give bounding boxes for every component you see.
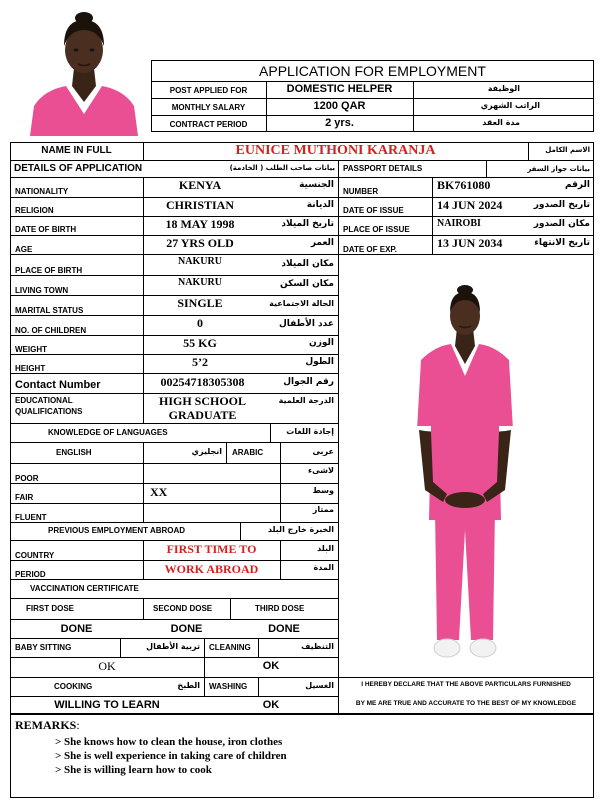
weight-value: 55 KG	[183, 336, 217, 350]
details-label-ar: بيانات صاحب الطلب ( الخادمة)	[229, 164, 335, 172]
education-value: HIGH SCHOOL GRADUATE	[158, 394, 247, 422]
employment-title: PREVIOUS EMPLOYMENT ABROAD	[48, 526, 186, 535]
dob-value: 18 MAY 1998	[165, 217, 235, 231]
marital-label: MARITAL STATUS	[15, 306, 84, 315]
living-town-value: NAKURU	[178, 277, 222, 288]
contract-value: 2 yrs.	[325, 117, 354, 129]
col-line	[230, 598, 231, 619]
arabic-label: ARABIC	[232, 448, 264, 457]
salary-value: 1200 QAR	[313, 100, 366, 112]
name-value: EUNICE MUTHONI KARANJA	[235, 143, 436, 158]
first-dose-value: DONE	[60, 623, 93, 635]
height-label: HEIGHT	[15, 364, 46, 373]
issue-place-label-ar: مكان الصدور	[533, 219, 590, 229]
fair-label-ar: وسط	[312, 486, 334, 495]
row-line	[10, 522, 338, 523]
header-divider	[151, 81, 594, 82]
living-town-label: LIVING TOWN	[15, 286, 69, 295]
baby-sitting-label: BABY SITTING	[15, 643, 72, 652]
english-label-ar: انجليزي	[191, 447, 222, 456]
english-label: ENGLISH	[56, 448, 92, 457]
remarks-title: REMARKS	[15, 718, 77, 732]
row-line	[10, 177, 594, 178]
third-dose-value: DONE	[268, 623, 300, 635]
col-line	[120, 638, 121, 657]
row-line	[10, 483, 338, 484]
row-line	[10, 275, 338, 276]
languages-title-ar: إجادة اللغات	[286, 427, 334, 436]
row-line	[10, 254, 594, 255]
row-line	[10, 503, 338, 504]
row-line	[10, 442, 338, 443]
row-line	[10, 677, 594, 678]
col-line	[270, 423, 271, 442]
col-line	[143, 442, 144, 522]
height-value: 5’2	[192, 355, 208, 369]
contract-label: CONTRACT PERIOD	[169, 120, 248, 129]
vaccination-title: VACCINATION CERTIFICATE	[30, 584, 139, 593]
col-line	[338, 254, 339, 714]
salary-label: MONTHLY SALARY	[171, 103, 246, 112]
dob-label: DATE OF BIRTH	[15, 225, 77, 234]
country-label: COUNTRY	[15, 551, 55, 560]
row-line	[338, 216, 594, 217]
cleaning-label-ar: التنظيف	[301, 642, 334, 651]
col-line	[280, 540, 281, 579]
height-label-ar: الطول	[305, 357, 334, 367]
arabic-label-ar: عربى	[312, 447, 334, 456]
post-label: POST APPLIED FOR	[169, 86, 248, 95]
post-value: DOMESTIC HELPER	[286, 83, 393, 95]
age-label: AGE	[15, 245, 33, 254]
fluent-label: FLUENT	[15, 513, 47, 522]
row-line	[10, 423, 338, 424]
remark-item: > She knows how to clean the house, iron clothes	[55, 736, 283, 748]
nationality-label-ar: الجنسية	[299, 180, 334, 190]
col-line	[143, 598, 144, 619]
declaration-line-2: BY ME ARE TRUE AND ACCURATE TO THE BEST OF MY KNOWLEDGE	[355, 700, 577, 707]
marital-value: SINGLE	[177, 296, 223, 310]
pob-value: NAKURU	[178, 256, 222, 267]
row-line	[10, 560, 338, 561]
washing-label-ar: الغسيل	[305, 681, 334, 690]
declaration-line-1: I HEREBY DECLARE THAT THE ABOVE PARTICULARS FURNISHED	[361, 681, 571, 688]
salary-label-ar: الراتب الشهري	[480, 101, 540, 110]
period-label-ar: المدة	[313, 563, 334, 572]
row-line	[10, 579, 338, 580]
fair-english-value: XX	[150, 485, 168, 499]
remarks-heading	[15, 718, 80, 733]
employment-title-ar: الخبرة خارج البلد	[267, 525, 334, 534]
pob-label: PLACE OF BIRTH	[15, 266, 83, 275]
cooking-label: COOKING	[54, 682, 93, 691]
children-label: NO. OF CHILDREN	[15, 326, 87, 335]
issue-date-value: 14 JUN 2024	[437, 198, 503, 212]
contact-label: Contact Number	[15, 379, 101, 391]
issue-date-label-ar: تاريخ الصدور	[533, 200, 590, 210]
header-divider	[151, 115, 594, 116]
nationality-label: NATIONALITY	[15, 187, 69, 196]
col-line	[258, 638, 259, 657]
contract-label-ar: مدة العقد	[482, 118, 520, 127]
row-line	[10, 463, 338, 464]
children-value: 0	[197, 316, 203, 330]
languages-title: KNOWLEDGE OF LANGUAGES	[48, 428, 168, 437]
expiry-label: DATE OF EXP.	[343, 245, 397, 254]
issue-date-label: DATE OF ISSUE	[343, 206, 404, 215]
baby-sitting-label-ar: تربية الأطفال	[146, 642, 200, 651]
living-town-label-ar: مكان السكن	[280, 279, 334, 289]
age-value: 27 YRS OLD	[166, 236, 234, 250]
remark-item: > She is well experience in taking care of children	[55, 750, 287, 762]
contact-label-ar: رقم الجوال	[283, 377, 334, 387]
country-label-ar: البلد	[317, 544, 334, 553]
row-line	[10, 619, 338, 620]
third-dose-label: THIRD DOSE	[255, 604, 305, 613]
col-line	[143, 177, 144, 423]
religion-label-ar: الديانة	[306, 200, 334, 210]
row-line	[10, 373, 338, 374]
religion-label: RELIGION	[15, 206, 54, 215]
passport-label: PASSPORT DETAILS	[343, 164, 423, 173]
cooking-value: WILLING TO LEARN	[54, 699, 160, 711]
header-divider	[413, 81, 414, 132]
applicant-headshot	[24, 6, 144, 136]
row-line	[10, 160, 594, 161]
col-line	[486, 160, 487, 177]
col-line	[528, 142, 529, 160]
marital-label-ar: الحالة الاجتماعية	[269, 299, 334, 308]
cleaning-value: OK	[262, 660, 280, 672]
nationality-value: KENYA	[178, 178, 222, 192]
col-line	[258, 677, 259, 696]
passport-number-label-ar: الرقم	[564, 180, 590, 190]
remarks-colon: :	[76, 718, 80, 732]
name-label-ar: الاسم الكامل	[545, 146, 590, 154]
page-title: APPLICATION FOR EMPLOYMENT	[259, 63, 486, 79]
washing-label: WASHING	[209, 682, 248, 691]
col-line	[280, 442, 281, 522]
col-line	[240, 522, 241, 540]
expiry-label-ar: تاريخ الانتهاء	[534, 238, 590, 248]
col-line	[226, 442, 227, 463]
religion-value: CHRISTIAN	[165, 198, 234, 212]
baby-sitting-value: OK	[98, 659, 116, 673]
poor-label: POOR	[15, 474, 39, 483]
dob-label-ar: تاريخ الميلاد	[281, 219, 334, 229]
row-line	[10, 657, 338, 658]
passport-number-label: NUMBER	[343, 187, 379, 196]
cooking-label-ar: الطبخ	[177, 681, 200, 690]
fair-label: FAIR	[15, 493, 34, 502]
passport-number-value: BK761080	[437, 178, 491, 192]
header-divider	[151, 98, 594, 99]
period-value: WORK ABROAD	[164, 562, 259, 576]
details-label: DETAILS OF APPLICATION	[14, 163, 143, 174]
cleaning-label: CLEANING	[209, 643, 251, 652]
applicant-full-photo	[395, 280, 535, 670]
post-label-ar: الوظيفة	[487, 84, 520, 93]
issue-place-label: PLACE OF ISSUE	[343, 225, 410, 234]
washing-value: OK	[262, 699, 280, 711]
passport-label-ar: بيانات جواز السفر	[527, 165, 590, 173]
poor-label-ar: لاشىء	[307, 466, 334, 475]
remark-item: > She is willing learn how to cook	[55, 764, 212, 776]
row-line	[10, 540, 338, 541]
first-dose-label: FIRST DOSE	[26, 604, 75, 613]
row-line	[10, 638, 338, 639]
children-label-ar: عدد الأطفال	[278, 319, 334, 329]
second-dose-value: DONE	[170, 623, 203, 635]
weight-label: WEIGHT	[15, 345, 47, 354]
education-label-ar: الدرجة العلمية	[278, 396, 334, 405]
pob-label-ar: مكان الميلاد	[281, 259, 334, 269]
contact-value: 00254718305308	[160, 375, 245, 389]
second-dose-label: SECOND DOSE	[153, 604, 213, 613]
row-line	[10, 598, 338, 599]
col-line	[432, 177, 433, 254]
fluent-label-ar: ممتاز	[312, 505, 334, 514]
weight-label-ar: الوزن	[309, 338, 334, 348]
row-line	[10, 696, 338, 697]
period-label: PERIOD	[15, 570, 46, 579]
age-label-ar: العمر	[310, 238, 334, 248]
expiry-value: 13 JUN 2034	[437, 236, 503, 250]
name-label: NAME IN FULL	[41, 145, 112, 156]
country-value: FIRST TIME TO	[166, 542, 257, 556]
col-line	[338, 160, 339, 254]
issue-place-value: NAIROBI	[437, 218, 481, 229]
education-label: EDUCATIONAL QUALIFICATIONS	[15, 396, 83, 416]
